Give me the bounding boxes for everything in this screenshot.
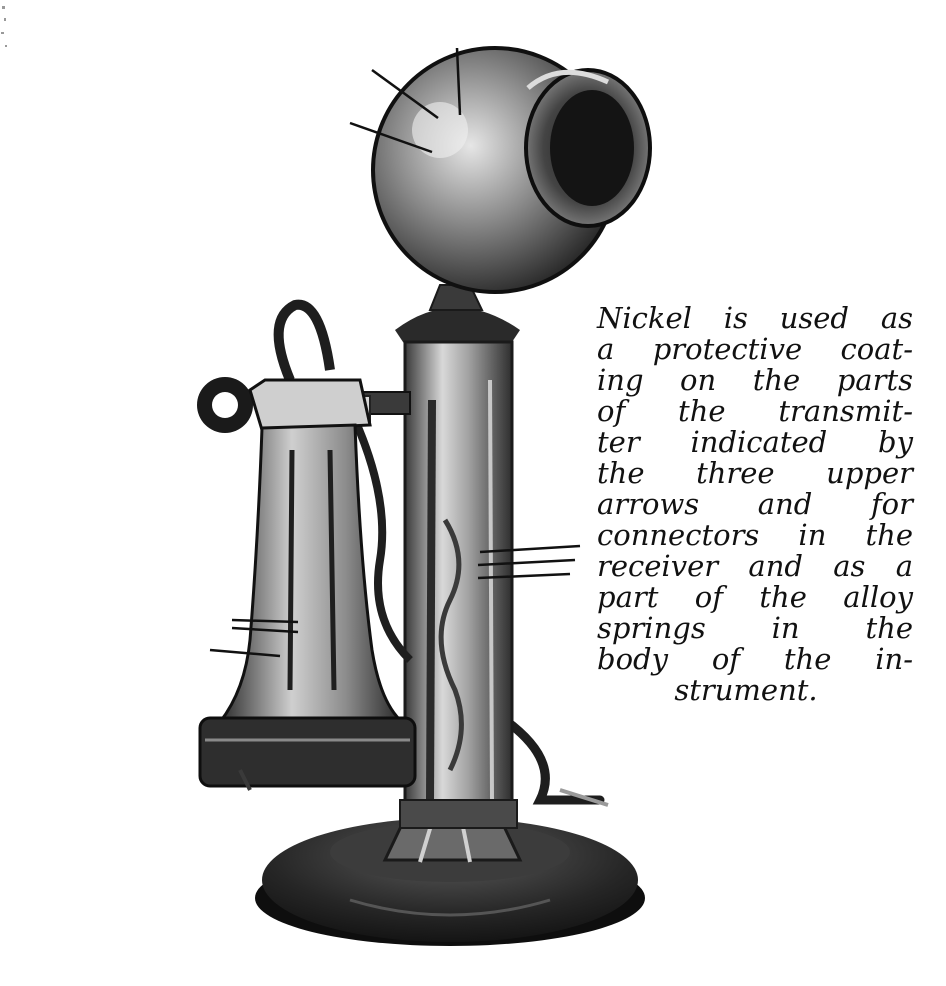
transmitter-head (373, 48, 650, 292)
caption-line: the three upper (597, 456, 913, 490)
caption-line: body of the in- (597, 642, 913, 676)
caption-line: springs in the (597, 611, 913, 645)
caption-line: arrows and for (597, 487, 913, 521)
figure-caption (597, 303, 913, 706)
print-speckles (1, 6, 7, 47)
receiver-cord (279, 305, 330, 380)
caption-line: Nickel is used as (597, 301, 913, 335)
caption-line: of the transmit- (597, 394, 913, 428)
caption-line: part of the alloy (597, 580, 913, 614)
caption-line: a protective coat- (597, 332, 913, 366)
receiver (197, 377, 415, 790)
caption-line: connectors in the (597, 518, 913, 552)
caption-line: strument. (674, 673, 818, 707)
caption-line: ter indicated by (597, 425, 913, 459)
caption-line: receiver and as a (597, 549, 913, 583)
caption-line: ing on the parts (597, 363, 913, 397)
cord (505, 720, 600, 800)
telephone-base (255, 818, 645, 946)
